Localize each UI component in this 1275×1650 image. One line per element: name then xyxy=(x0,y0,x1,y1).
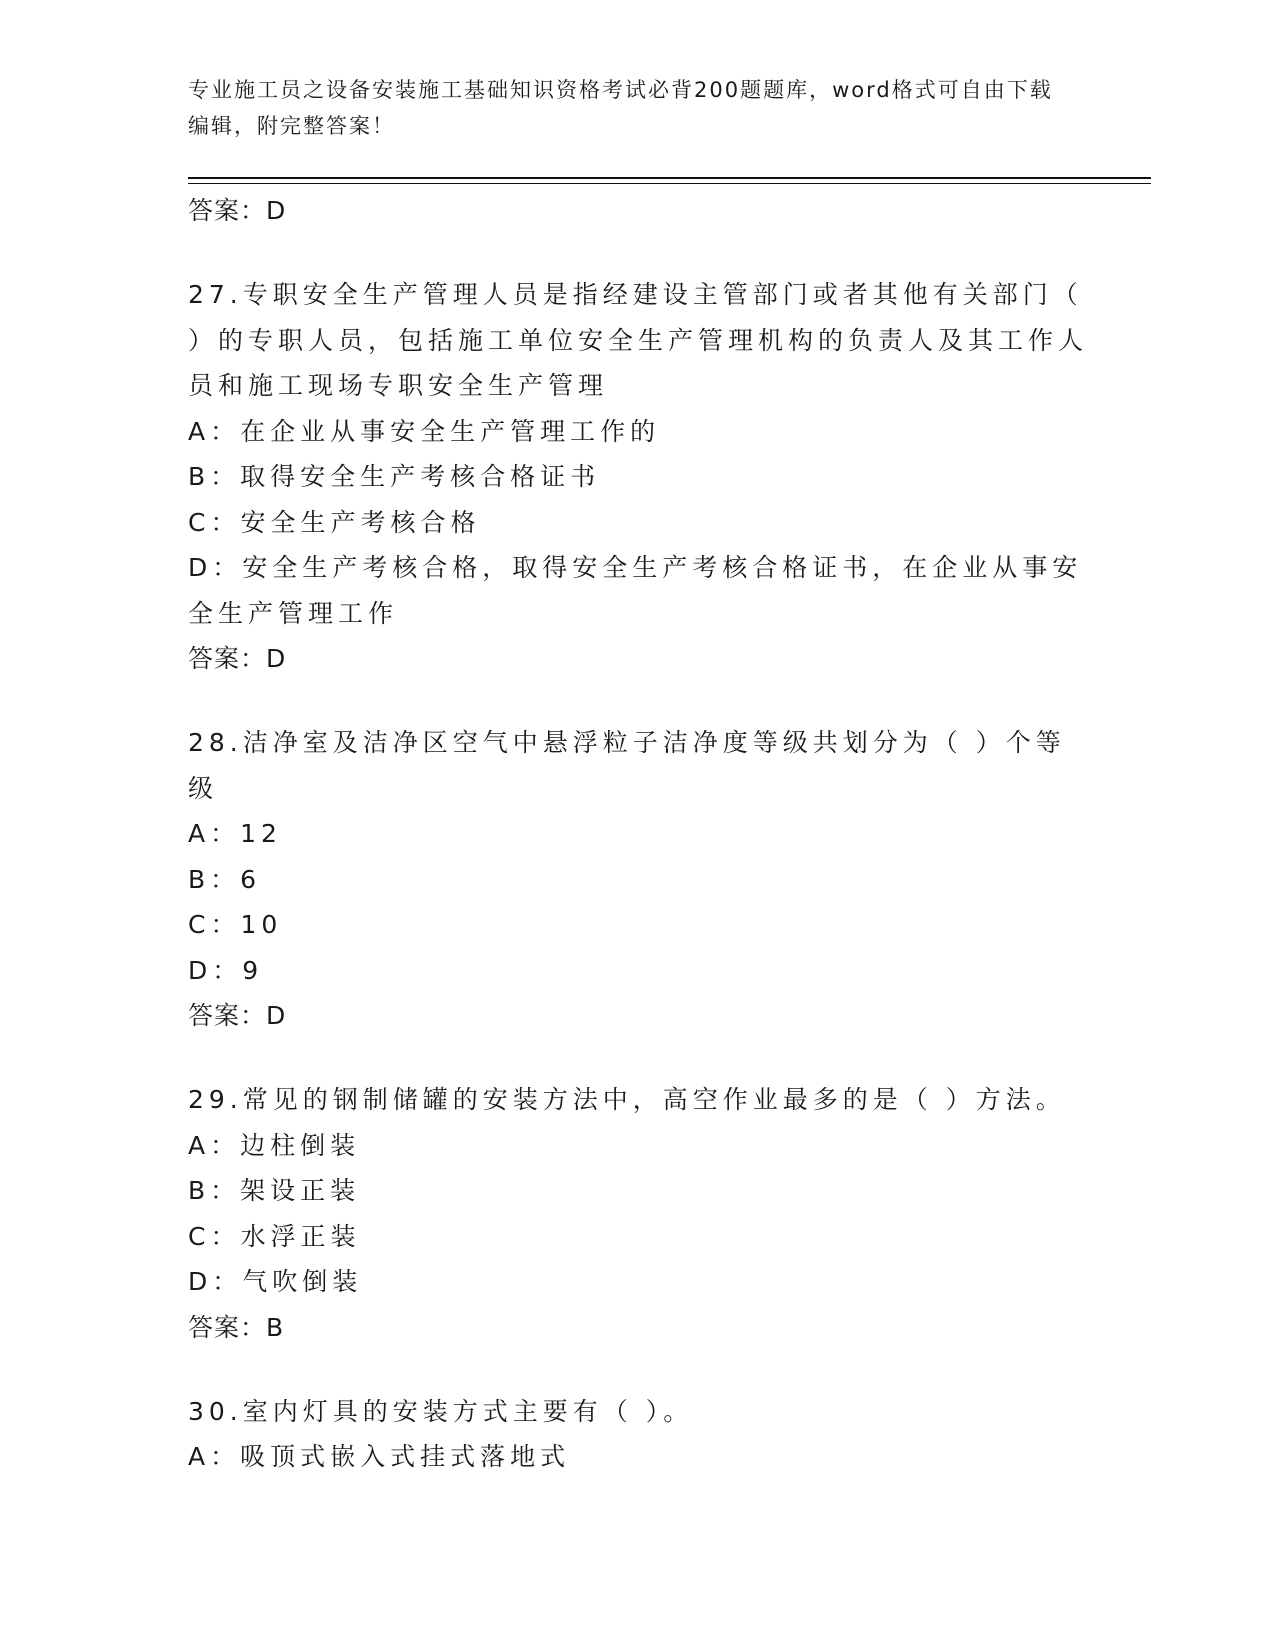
option-a: A：吸顶式嵌入式挂式落地式 xyxy=(188,1442,571,1471)
option-b: B：架设正装 xyxy=(188,1176,361,1205)
question-text: 29.常见的钢制储罐的安装方法中，高空作业最多的是（ ）方法。 xyxy=(188,1085,1066,1114)
answer-line: 答案：D xyxy=(188,1001,287,1030)
question-27 xyxy=(188,272,1088,682)
option-a: A：在企业从事安全生产管理工作的 xyxy=(188,416,661,446)
question-list xyxy=(188,188,1088,1480)
question-30 xyxy=(188,1389,1088,1480)
option-a: A：边柱倒装 xyxy=(188,1130,361,1160)
option-c: C：10 xyxy=(188,910,283,939)
question-29 xyxy=(188,1077,1088,1351)
answer-line: 答案：D xyxy=(188,644,287,673)
header-title: 专业施工员之设备安装施工基础知识资格考试必背200题题库，word格式可自由下载编辑，附完整答案！ xyxy=(188,78,1053,138)
option-a: A：12 xyxy=(188,819,282,848)
option-d: D：9 xyxy=(188,955,264,985)
option-d: D：安全生产考核合格，取得安全生产考核合格证书，在企业从事安全生产管理工作 xyxy=(188,553,1083,628)
option-c: C：水浮正装 xyxy=(188,1221,361,1251)
question-text: 30.室内灯具的安装方式主要有（ ）。 xyxy=(188,1396,694,1426)
header-rule xyxy=(188,177,1151,179)
question-28 xyxy=(188,720,1088,1039)
option-d: D：气吹倒装 xyxy=(188,1267,363,1296)
option-c: C：安全生产考核合格 xyxy=(188,507,481,537)
answer-line: 答案：D xyxy=(188,196,287,225)
question-text: 27.专职安全生产管理人员是指经建设主管部门或者其他有关部门（ ）的专职人员，包括施工单位安全生产管理机构的负责人及其工作人员和施工现场专职安全生产管理 xyxy=(188,280,1089,400)
option-b: B：取得安全生产考核合格证书 xyxy=(188,462,601,491)
option-b: B：6 xyxy=(188,864,262,894)
answer-line: 答案：B xyxy=(188,1312,285,1342)
question-text: 28.洁净室及洁净区空气中悬浮粒子洁净度等级共划分为（ ）个等级 xyxy=(188,728,1066,803)
header-rule-thin xyxy=(188,183,1151,184)
page-header xyxy=(188,72,1068,144)
